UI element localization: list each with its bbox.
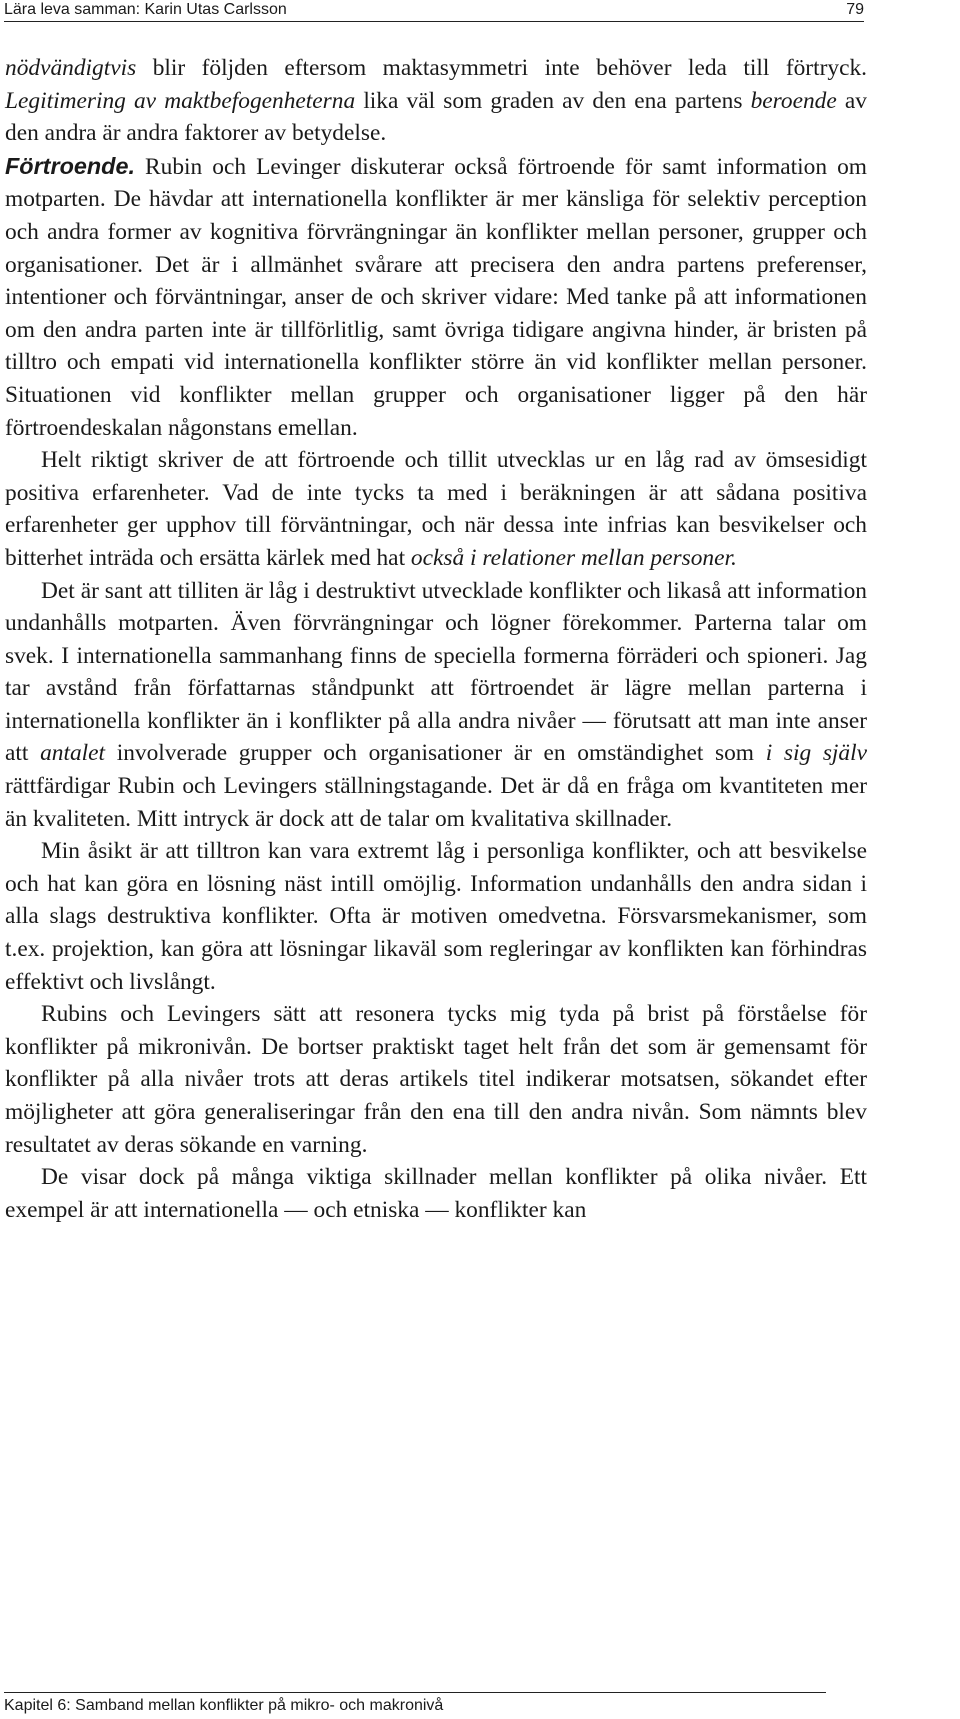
- paragraph-1: [5, 52, 867, 150]
- paragraph-6: [5, 998, 867, 1161]
- paragraph-4: [5, 575, 867, 836]
- emphasis-text: Legitimering av maktbefogenheterna: [5, 87, 356, 114]
- paragraph-text: Helt riktigt skriver de att förtroende och tillit utvecklas ur en låg rad av ömsesidigt positiva erfarenheter. Vad de inte tycks ta med i beräkningen är att sådana positiva erfarenheter ger upphov till förväntningar, och när dessa inte infrias kan besvikelser och bitterhet inträda och ersätta kärlek med hat: [5, 447, 867, 571]
- paragraph-text: involverade grupper och organisationer är en omständighet som: [105, 740, 766, 767]
- running-footer: [4, 1692, 826, 1717]
- paragraph-7: [5, 1161, 867, 1226]
- header-title: Lära leva samman: Karin Utas Carlsson: [4, 1, 287, 18]
- emphasis-text: beroende: [750, 87, 837, 114]
- emphasis-text: antalet: [40, 740, 106, 767]
- running-header: [4, 0, 864, 22]
- paragraph-text: Rubin och Levinger diskuterar också förtroende för samt information om motparten. De hävdar att internationella konflikter är mer känsliga för selektiv perception och andra former av kognitiva förvrängningar än konflikter mellan personer, grupper och organisationer. Det är i allmänhet svårare att precisera den andra partens preferenser, intentioner och förväntningar, anser de och skriver vidare: Med tanke på att informationen om den andra parten inte är tillförlitlig, samt övriga tidigare angivna hinder, är bristen på tilltro och empati vid internationella konflikter större än vid konflikter mellan personer. Situationen vid konflikter mellan grupper och organisationer ligger på den här förtroendeskalan någonstans emellan.: [5, 153, 867, 441]
- emphasis-text: i sig själv: [765, 740, 868, 767]
- page-number: 79: [846, 1, 864, 18]
- paragraph-text: De visar dock på många viktiga skillnader mellan konflikter på olika nivåer. Ett exempel är att internationella — och etniska — konflikter kan: [5, 1164, 867, 1223]
- paragraph-text: Det är sant att tilliten är låg i destruktivt utvecklade konflikter och likaså att information undanhålls motparten. Även förvrängningar och lögner förekommer. Parterna talar om svek. I internationella sammanhang finns de speciella formerna förräderi och spioneri. Jag tar avstånd från författarnas ståndpunkt att förtroendet är lägre mellan parterna i internationella konflikter än i konflikter på alla andra nivåer — förutsatt att man inte anser att: [5, 577, 867, 767]
- paragraph-text: lika väl som graden av den ena partens: [355, 87, 751, 114]
- paragraph-text: Min åsikt är att tilltron kan vara extremt låg i personliga konflikter, och att besvikelse och hat kan göra en lösning näst intill omöjlig. Information undanhålls den andra sidan i alla slags destruktiva konflikter. Ofta är motiven omedvetna. Försvarsmekanismer, som t.ex. projektion, kan göra att lösningar likaväl som regleringar av konflikten kan förhindras effektivt och livslångt.: [5, 838, 867, 995]
- paragraph-text: Rubins och Levingers sätt att resonera tycks mig tyda på brist på förståelse för konflikter på mikronivån. De bortser praktiskt taget helt från det som är gemensamt för konflikter på alla nivåer trots att deras artikels titel indikerar motsatsen, sökandet efter möjligheter att göra generaliseringar från den ena till den andra nivån. Som nämnts blev resultatet av deras sökande en varning.: [5, 1001, 867, 1158]
- emphasis-text: också i relationer mellan personer.: [410, 544, 737, 571]
- paragraph-text: rättfärdigar Rubin och Levingers ställningstagande. Det är då en fråga om kvantiteten mer än kvaliteten. Mitt intryck är dock att de talar om kvalitativa skillnader.: [5, 773, 867, 832]
- emphasis-text: nödvändigtvis: [5, 55, 137, 81]
- paragraph-5: [5, 835, 867, 998]
- paragraph-text: blir följden eftersom maktasymmetri inte behöver leda till förtryck.: [136, 55, 867, 81]
- paragraph-3: [5, 444, 867, 574]
- footer-chapter-title: Kapitel 6: Samband mellan konflikter på mikro- och makronivå: [4, 1697, 444, 1714]
- paragraph-text: av den andra är andra faktorer av betydelse.: [5, 87, 867, 147]
- page-body: [5, 52, 867, 1226]
- paragraph-2: [5, 150, 867, 444]
- section-heading: Förtroende.: [5, 152, 135, 179]
